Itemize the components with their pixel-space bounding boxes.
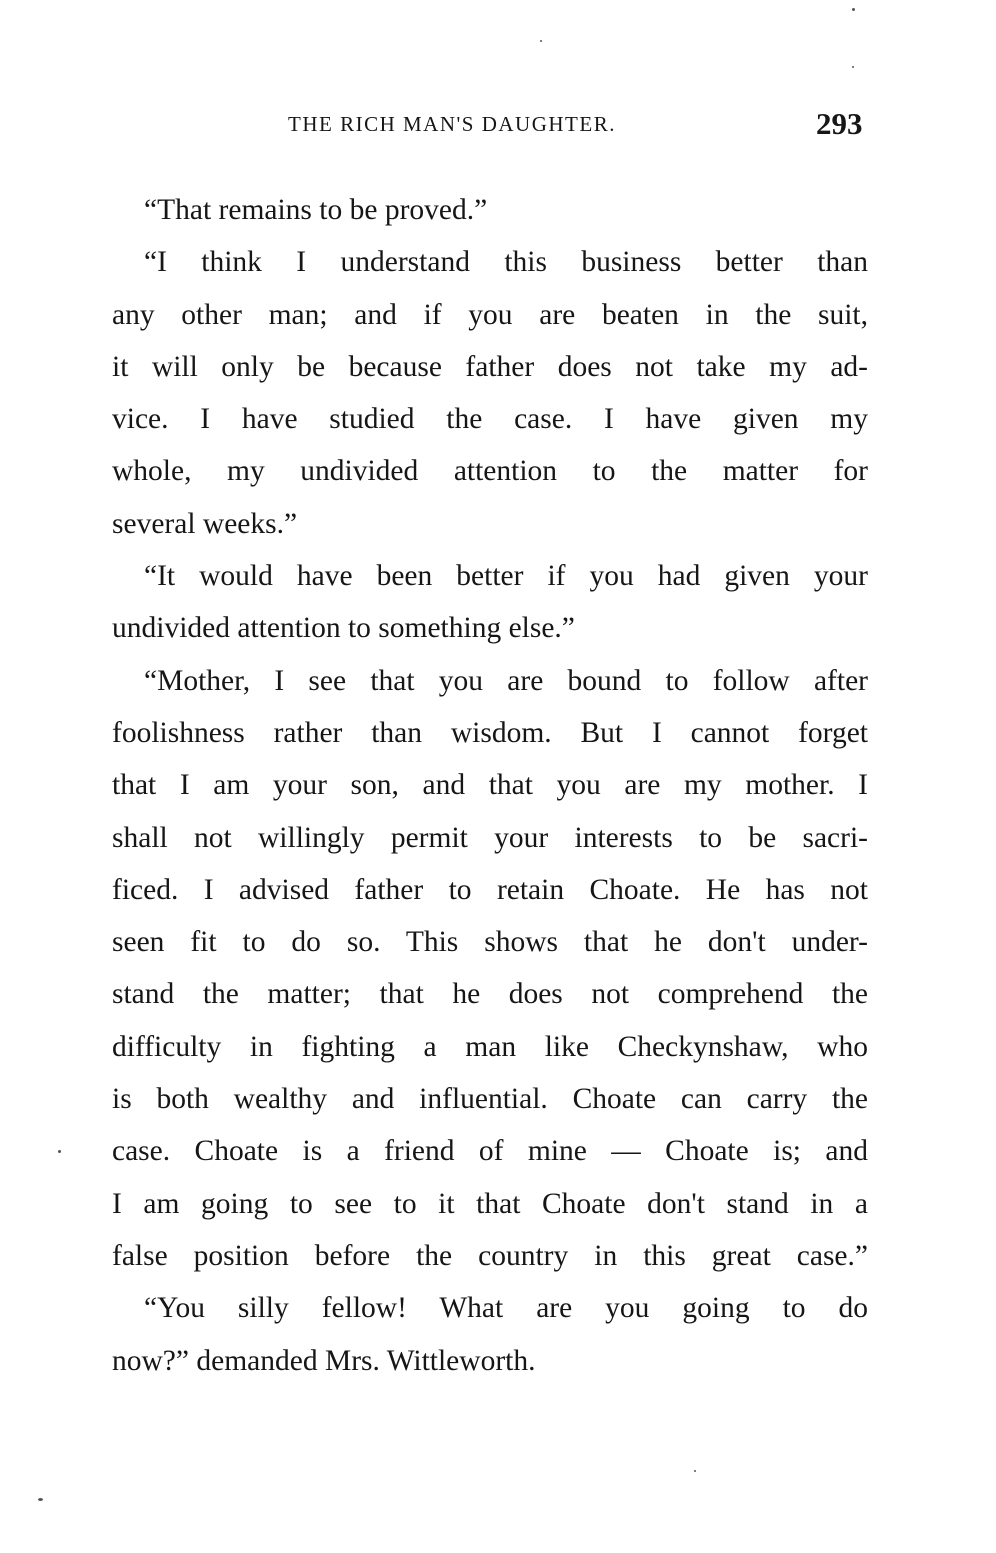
text-line: “I think I understand this business better than — [144, 246, 868, 279]
scan-speck — [540, 40, 542, 42]
scan-speck — [58, 1150, 61, 1153]
text-line: it will only be because father does not take my ad- — [112, 350, 868, 383]
text-line: difficulty in fighting a man like Checkynshaw, who — [112, 1030, 868, 1063]
scan-speck — [694, 1470, 696, 1472]
text-line: vice. I have studied the case. I have given my — [112, 403, 868, 436]
running-head: THE RICH MAN'S DAUGHTER. — [288, 112, 616, 136]
text-line: false position before the country in this great case.” — [112, 1239, 868, 1272]
text-line: “Mother, I see that you are bound to follow after — [144, 664, 868, 697]
text-line: ficed. I advised father to retain Choate. He has not — [112, 873, 868, 906]
scan-speck — [852, 8, 855, 11]
text-line: “You silly fellow! What are you going to do — [144, 1292, 868, 1325]
scan-speck — [852, 66, 854, 68]
text-line: foolishness rather than wisdom. But I cannot forget — [112, 716, 868, 749]
scan-speck — [38, 1498, 43, 1501]
text-line: seen fit to do so. This shows that he don't under- — [112, 926, 868, 959]
text-line: whole, my undivided attention to the matter for — [112, 455, 868, 488]
body-text — [112, 184, 868, 1387]
page-number: 293 — [816, 106, 863, 141]
text-line: several weeks.” — [112, 507, 298, 540]
text-line: any other man; and if you are beaten in the suit, — [112, 298, 868, 331]
text-line: case. Choate is a friend of mine — Choate is; and — [112, 1135, 868, 1168]
text-line: now?” demanded Mrs. Wittleworth. — [112, 1344, 536, 1377]
text-line: undivided attention to something else.” — [112, 612, 575, 645]
text-line: is both wealthy and influential. Choate can carry the — [112, 1083, 868, 1116]
text-line: “It would have been better if you had given your — [144, 560, 868, 593]
text-line: I am going to see to it that Choate don't stand in a — [112, 1187, 868, 1220]
text-line: that I am your son, and that you are my mother. I — [112, 769, 868, 802]
text-line: shall not willingly permit your interests to be sacri- — [112, 821, 868, 854]
text-line: stand the matter; that he does not comprehend the — [112, 978, 868, 1011]
text-line: “That remains to be proved.” — [144, 194, 488, 226]
